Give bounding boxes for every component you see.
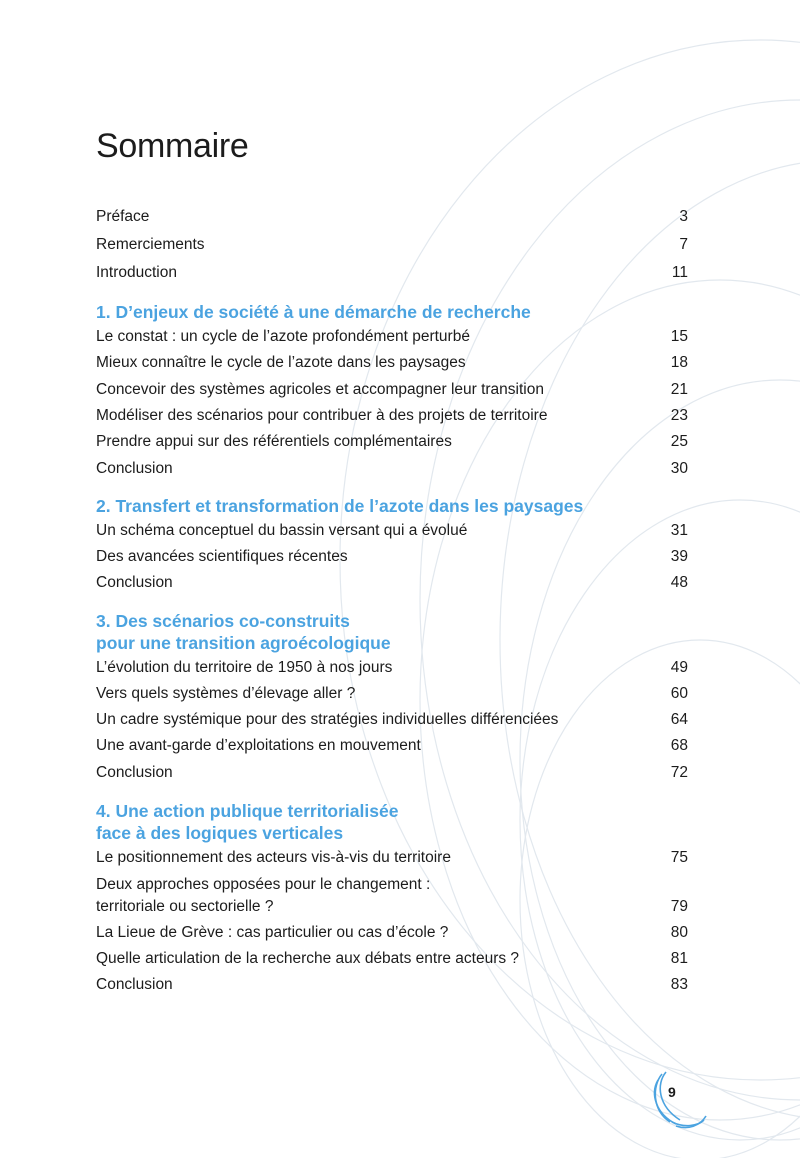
toc-entry-page: 48 xyxy=(670,574,688,591)
toc-entry-label: Introduction xyxy=(96,264,177,281)
toc-entry-preface[interactable] xyxy=(96,204,688,230)
toc-entry-label: Des avancées scientifiques récentes xyxy=(96,548,348,565)
toc-entry-page: 18 xyxy=(670,354,688,371)
toc-entry-page: 25 xyxy=(670,433,688,450)
toc-entry-page: 7 xyxy=(679,236,688,253)
section-heading-4-line2[interactable]: face à des logiques verticales xyxy=(96,823,344,843)
page-number-ornament-icon xyxy=(650,1070,710,1130)
toc-entry-page: 79 xyxy=(670,898,688,915)
toc-entry-label: Mieux connaître le cycle de l’azote dans les paysages xyxy=(96,354,466,371)
section-heading-4[interactable]: 4. Une action publique territorialisée xyxy=(96,801,399,821)
section-heading-1[interactable]: 1. D’enjeux de société à une démarche de recherche xyxy=(96,302,531,322)
toc-entry[interactable] xyxy=(96,946,688,972)
toc-entry-page: 60 xyxy=(670,685,688,702)
toc-entry-label-line2: territoriale ou sectorielle ? xyxy=(96,898,274,915)
toc-entry[interactable] xyxy=(96,972,688,998)
toc-entry-label: Deux approches opposées pour le changement : xyxy=(96,876,431,893)
toc-entry[interactable] xyxy=(96,518,688,544)
toc-entry[interactable] xyxy=(96,544,688,570)
toc-entry-page: 3 xyxy=(679,208,688,225)
toc-entry-page: 80 xyxy=(670,924,688,941)
toc-entry-label: Vers quels systèmes d’élevage aller ? xyxy=(96,685,356,702)
toc-entry[interactable] xyxy=(96,733,688,759)
toc-entry-label: Prendre appui sur des référentiels complémentaires xyxy=(96,433,452,450)
toc-entry-page: 23 xyxy=(670,407,688,424)
toc-entry-label: La Lieue de Grève : cas particulier ou cas d’école ? xyxy=(96,924,449,941)
toc-entry-label: Le constat : un cycle de l’azote profondément perturbé xyxy=(96,328,470,345)
toc-entry-label: Un cadre systémique pour des stratégies individuelles différenciées xyxy=(96,711,559,728)
toc-entry-page: 21 xyxy=(670,381,688,398)
toc-entry-page: 64 xyxy=(670,711,688,728)
toc-entry-label: Quelle articulation de la recherche aux débats entre acteurs ? xyxy=(96,950,520,967)
toc-entry-label: Concevoir des systèmes agricoles et accompagner leur transition xyxy=(96,381,544,398)
toc-entry-page: 49 xyxy=(670,659,688,676)
section-heading-3[interactable]: 3. Des scénarios co-construits xyxy=(96,611,350,631)
section-heading-3-line2[interactable]: pour une transition agroécologique xyxy=(96,633,391,653)
toc-entry-label: Modéliser des scénarios pour contribuer à des projets de territoire xyxy=(96,407,548,424)
toc-entry[interactable] xyxy=(96,655,688,681)
toc-entry-label: Conclusion xyxy=(96,574,173,591)
toc-entry-label: Conclusion xyxy=(96,460,173,477)
toc-entry[interactable] xyxy=(96,350,688,376)
toc-entry[interactable] xyxy=(96,456,688,482)
toc-entry-label: Une avant-garde d’exploitations en mouvement xyxy=(96,737,421,754)
toc-entry-label: Préface xyxy=(96,208,150,225)
section-heading-2[interactable]: 2. Transfert et transformation de l’azote dans les paysages xyxy=(96,496,584,516)
toc-entry-label: Remerciements xyxy=(96,236,205,253)
toc-entry-label: Un schéma conceptuel du bassin versant qui a évolué xyxy=(96,522,468,539)
toc-entry-page: 30 xyxy=(670,460,688,477)
toc-entry[interactable] xyxy=(96,429,688,455)
toc-entry[interactable] xyxy=(96,707,688,733)
toc-entry[interactable] xyxy=(96,845,688,871)
toc-entry[interactable] xyxy=(96,377,688,403)
toc-entry-page: 31 xyxy=(670,522,688,539)
toc-entry-introduction[interactable] xyxy=(96,260,688,286)
toc-entry-remerciements[interactable] xyxy=(96,232,688,258)
toc-entry[interactable] xyxy=(96,324,688,350)
toc-entry[interactable] xyxy=(96,760,688,786)
toc-entry-page: 11 xyxy=(671,264,688,281)
toc-entry-label: Conclusion xyxy=(96,764,173,781)
toc-entry-page: 83 xyxy=(670,976,688,993)
page-number: 9 xyxy=(668,1084,676,1100)
toc-entry[interactable] xyxy=(96,403,688,429)
toc-entry-page: 81 xyxy=(670,950,688,967)
toc-entry-page: 15 xyxy=(670,328,688,345)
toc-entry-label: Conclusion xyxy=(96,976,173,993)
toc-entry[interactable] xyxy=(96,872,688,924)
toc-entry-page: 75 xyxy=(670,849,688,866)
toc-entry-label: Le positionnement des acteurs vis-à-vis du territoire xyxy=(96,849,451,866)
toc-entry[interactable] xyxy=(96,681,688,707)
toc-entry-page: 68 xyxy=(670,737,688,754)
toc-entry[interactable] xyxy=(96,920,688,946)
toc-entry-page: 39 xyxy=(670,548,688,565)
toc-entry-label: L’évolution du territoire de 1950 à nos jours xyxy=(96,659,393,676)
toc-entry-page: 72 xyxy=(670,764,688,781)
toc-entry[interactable] xyxy=(96,570,688,596)
page-title: Sommaire xyxy=(96,126,249,165)
